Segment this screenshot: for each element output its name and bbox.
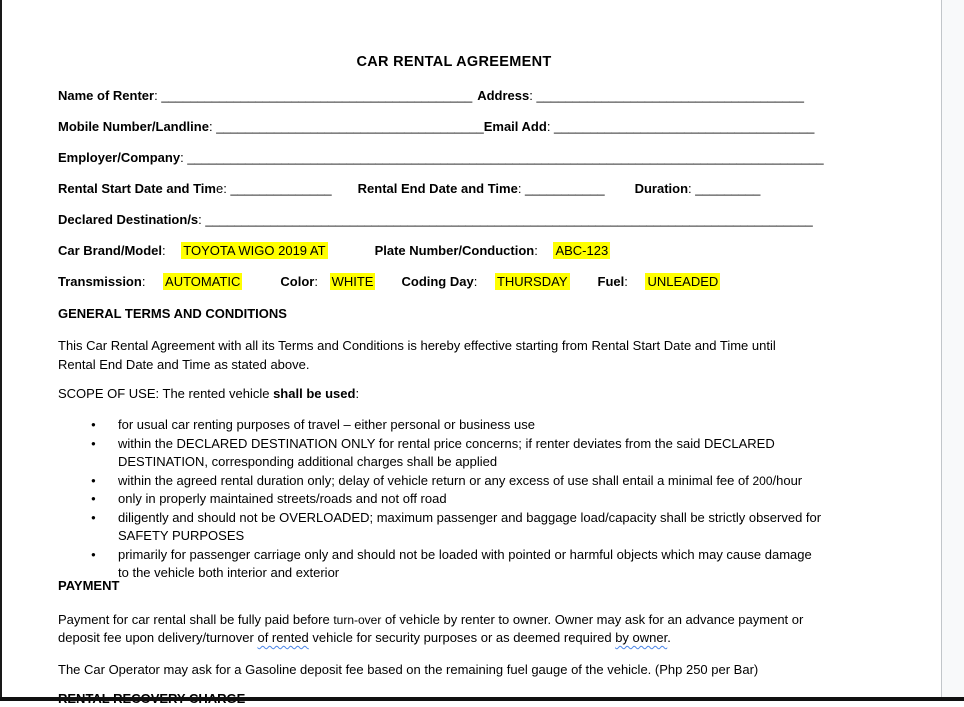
email-blank[interactable]: ____________________________________	[554, 119, 815, 134]
form-line-employer	[58, 150, 904, 166]
colon: :	[688, 181, 696, 196]
effective-paragraph	[58, 337, 904, 374]
colon: :	[180, 150, 188, 165]
colon: :	[154, 88, 162, 103]
effective-line-2: Rental End Date and Time as stated above.	[58, 356, 310, 372]
document-page	[58, 54, 904, 707]
coding-day-label: Coding Day	[401, 274, 474, 289]
grammar-suggestion-text[interactable]: by owner	[615, 630, 668, 645]
rental-start-label: Rental Start Date and Tim	[58, 181, 216, 196]
colon: :	[141, 274, 150, 289]
bullet-alt-text: 200	[752, 473, 773, 488]
payment-line-2	[58, 629, 904, 648]
bullet-line-2: to the vehicle both interior and exterior	[118, 565, 340, 580]
gasoline-paragraph: The Car Operator may ask for a Gasoline deposit fee based on the remaining fuel gauge of the vehicle. (Php 250 per Bar)	[58, 661, 759, 677]
payment-text: deposit fee upon delivery/turnover	[58, 630, 258, 645]
payment-text: of vehicle by renter to owner. Owner may ask for an advance payment or	[381, 611, 804, 627]
scope-bullet-list	[58, 416, 904, 583]
color-value[interactable]: WHITE	[331, 274, 374, 289]
form-line-mobile-email	[58, 119, 904, 135]
transmission-value[interactable]: AUTOMATIC	[165, 274, 241, 289]
name-of-renter-blank[interactable]: ___________________________________________	[161, 88, 473, 103]
general-terms-heading: GENERAL TERMS AND CONDITIONS	[58, 306, 287, 321]
bullet-line	[118, 435, 904, 454]
scope-of-use-line	[58, 386, 904, 402]
color-label: Color	[280, 274, 315, 289]
bullet-text: diligently and should not be OVERLOADED; maximum passenger and baggage load/capacity shall be strictly observed for	[118, 509, 822, 525]
colon: :	[314, 274, 322, 289]
form-line-car-plate	[58, 243, 904, 259]
page-bottom-edge	[0, 697, 964, 701]
colon: :	[208, 119, 217, 134]
car-brand-value[interactable]: TOYOTA WIGO 2019 AT	[183, 243, 326, 258]
payment-alt-text: turn-over	[333, 612, 382, 627]
scope-bullet-item	[58, 490, 904, 509]
colon: :	[624, 274, 632, 289]
bullet-line	[118, 472, 904, 491]
rental-end-label: Rental End Date and Time	[357, 181, 518, 196]
form-line-vehicle-specs	[58, 274, 904, 290]
payment-heading: PAYMENT	[58, 577, 120, 593]
fuel-label: Fuel	[597, 274, 625, 289]
declared-destination-blank[interactable]: ____________________________________________________________________________________	[205, 212, 813, 227]
bullet-line-2: DESTINATION, corresponding additional charges shall be applied	[118, 454, 498, 469]
scope-bullet-item	[58, 546, 904, 583]
grammar-suggestion-text[interactable]: of rented	[257, 630, 309, 645]
email-label: Email Add	[483, 119, 547, 134]
scope-prefix: SCOPE OF USE: The rented vehicle	[58, 386, 274, 401]
payment-text: vehicle for security purposes or as deemed required	[308, 630, 616, 645]
bullet-text: within the agreed rental duration only; delay of vehicle return or any excess of use shall entail a minimal fee of	[118, 472, 753, 488]
employer-label: Employer/Company	[58, 150, 181, 165]
duration-blank[interactable]: _________	[695, 181, 761, 196]
bullet-line	[118, 490, 904, 509]
bullet-text: only in properly maintained streets/roads and not off road	[118, 491, 447, 506]
address-blank[interactable]: _____________________________________	[536, 88, 804, 103]
form-line-destination	[58, 212, 904, 228]
colon: :	[534, 243, 542, 258]
bullet-line	[118, 416, 904, 435]
bullet-text: for usual car renting purposes of travel – either personal or business use	[118, 417, 535, 432]
mobile-number-label: Mobile Number/Landline	[58, 119, 209, 134]
declared-destination-label: Declared Destination/s	[58, 212, 199, 227]
plate-number-label: Plate Number/Conduction	[374, 243, 535, 258]
form-line-rental-dates	[58, 181, 904, 197]
document-title: CAR RENTAL AGREEMENT	[356, 54, 552, 70]
bullet-text: within the DECLARED DESTINATION ONLY for rental price concerns; if renter deviates from the said DECLARED	[118, 435, 775, 451]
address-label: Address	[477, 88, 530, 103]
fuel-value[interactable]: UNLEADED	[647, 274, 719, 289]
scope-bullet-item	[58, 509, 904, 546]
rental-end-blank[interactable]: ___________	[525, 181, 605, 196]
payment-text: .	[667, 630, 671, 645]
page-left-edge	[0, 0, 2, 701]
payment-text: Payment for car rental shall be fully paid before	[58, 611, 334, 627]
bullet-line	[118, 509, 904, 528]
effective-line-1: This Car Rental Agreement with all its Terms and Conditions is hereby effective starting from Rental Start Date and Time until	[58, 338, 776, 353]
coding-day-value[interactable]: THURSDAY	[496, 274, 568, 289]
scope-bullet-item	[58, 472, 904, 491]
scope-bullet-item	[58, 416, 904, 435]
rental-start-label-tail: e:	[215, 181, 231, 196]
employer-blank[interactable]: ________________________________________________________________________________________	[187, 150, 824, 165]
scope-suffix: :	[355, 386, 360, 401]
payment-paragraph	[58, 611, 904, 648]
scope-bullet-item	[58, 435, 904, 472]
colon: :	[546, 119, 555, 134]
colon: :	[517, 181, 526, 196]
colon: :	[198, 212, 206, 227]
duration-label: Duration	[634, 181, 689, 196]
form-line-renter-address	[58, 88, 904, 104]
plate-number-value[interactable]: ABC-123	[555, 243, 609, 258]
editor-canvas-margin	[941, 0, 964, 701]
car-brand-label: Car Brand/Model	[58, 243, 163, 258]
rental-start-blank[interactable]: ______________	[230, 181, 332, 196]
payment-line-1	[58, 611, 904, 630]
bullet-line-2: SAFETY PURPOSES	[118, 528, 245, 543]
bullet-text: primarily for passenger carriage only and should not be loaded with pointed or harmful objects which may cause damage	[118, 546, 812, 562]
colon: :	[473, 274, 481, 289]
colon: :	[162, 243, 170, 258]
scope-bold: shall be used	[273, 386, 356, 401]
bullet-line	[118, 546, 904, 565]
transmission-label: Transmission	[58, 274, 142, 289]
bullet-text: /hour	[772, 472, 803, 488]
name-of-renter-label: Name of Renter	[58, 88, 155, 103]
mobile-number-blank[interactable]: _____________________________________	[216, 119, 484, 134]
colon: :	[529, 88, 537, 103]
